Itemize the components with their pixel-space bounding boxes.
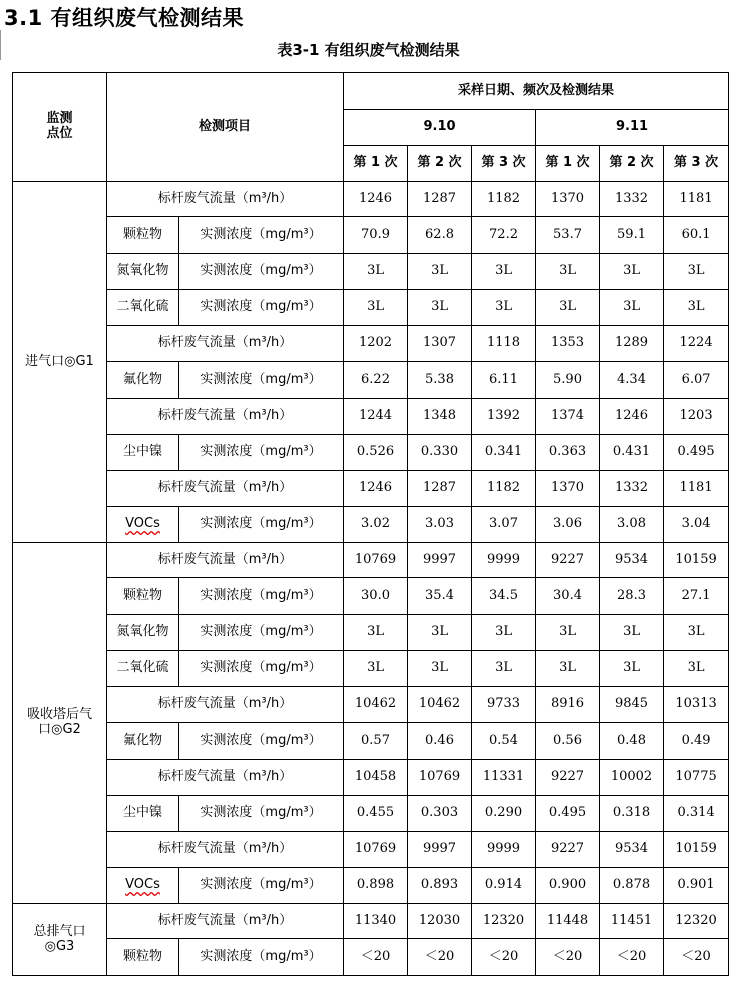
- result-value: 3L: [344, 615, 408, 651]
- monitoring-point: 进气口◎G1: [13, 182, 107, 543]
- result-value: 1246: [344, 471, 408, 507]
- result-value: 10769: [344, 832, 408, 868]
- result-value: 1374: [536, 399, 600, 435]
- test-item: 实测浓度（mg/m³）: [179, 615, 344, 651]
- table-row: [13, 904, 729, 939]
- result-value: 0.341: [472, 435, 536, 471]
- result-value: 3L: [472, 254, 536, 290]
- table-row: [13, 399, 729, 435]
- result-value: 12320: [472, 904, 536, 939]
- test-item: 实测浓度（mg/m³）: [179, 578, 344, 615]
- table-row: [13, 362, 729, 399]
- result-value: 1202: [344, 326, 408, 362]
- table-row: [13, 254, 729, 290]
- header-point: 监测 点位: [13, 73, 107, 182]
- pollutant-name: 颗粒物: [107, 217, 179, 254]
- result-value: 1353: [536, 326, 600, 362]
- table-row: [13, 939, 729, 976]
- result-value: 0.898: [344, 868, 408, 904]
- result-value: 6.22: [344, 362, 408, 399]
- result-value: ＜20: [664, 939, 729, 976]
- result-value: 0.914: [472, 868, 536, 904]
- result-value: 1307: [408, 326, 472, 362]
- result-value: ＜20: [408, 939, 472, 976]
- result-value: 0.54: [472, 723, 536, 760]
- result-value: 0.526: [344, 435, 408, 471]
- result-value: 1287: [408, 471, 472, 507]
- table-row: [13, 543, 729, 578]
- result-value: 62.8: [408, 217, 472, 254]
- result-value: 11331: [472, 760, 536, 796]
- result-value: 59.1: [600, 217, 664, 254]
- result-value: 12320: [664, 904, 729, 939]
- result-value: 3L: [344, 290, 408, 326]
- test-item: 标杆废气流量（m³/h）: [107, 543, 344, 578]
- table-row: [13, 471, 729, 507]
- table-row: [13, 796, 729, 832]
- monitoring-point: 总排气口 ◎G3: [13, 904, 107, 976]
- result-value: 0.455: [344, 796, 408, 832]
- result-value: 0.48: [600, 723, 664, 760]
- result-value: 0.57: [344, 723, 408, 760]
- pollutant-name: 颗粒物: [107, 578, 179, 615]
- pollutant-name: VOCs: [107, 868, 179, 904]
- header-item: 检测项目: [107, 73, 344, 182]
- result-value: ＜20: [536, 939, 600, 976]
- result-value: 1332: [600, 471, 664, 507]
- test-item: 实测浓度（mg/m³）: [179, 507, 344, 543]
- result-value: 0.495: [664, 435, 729, 471]
- test-item: 标杆废气流量（m³/h）: [107, 832, 344, 868]
- result-value: 1332: [600, 182, 664, 217]
- result-value: 9999: [472, 832, 536, 868]
- table-row: [13, 723, 729, 760]
- result-value: ＜20: [472, 939, 536, 976]
- result-value: 1289: [600, 326, 664, 362]
- result-value: 5.90: [536, 362, 600, 399]
- test-item: 实测浓度（mg/m³）: [179, 868, 344, 904]
- result-value: 3L: [664, 615, 729, 651]
- result-value: 53.7: [536, 217, 600, 254]
- result-value: 9845: [600, 687, 664, 723]
- pollutant-name: 颗粒物: [107, 939, 179, 976]
- result-value: ＜20: [600, 939, 664, 976]
- pollutant-name: 尘中镍: [107, 796, 179, 832]
- result-value: 0.893: [408, 868, 472, 904]
- result-value: 11451: [600, 904, 664, 939]
- test-item: 实测浓度（mg/m³）: [179, 217, 344, 254]
- test-item: 标杆废气流量（m³/h）: [107, 687, 344, 723]
- result-value: 3L: [536, 651, 600, 687]
- result-value: 10159: [664, 832, 729, 868]
- result-value: 3L: [600, 651, 664, 687]
- test-item: 实测浓度（mg/m³）: [179, 939, 344, 976]
- result-value: 72.2: [472, 217, 536, 254]
- result-value: 3L: [344, 651, 408, 687]
- monitoring-point: 吸收塔后气 口◎G2: [13, 543, 107, 904]
- pollutant-name: 氮氧化物: [107, 615, 179, 651]
- result-value: 8916: [536, 687, 600, 723]
- test-item: 实测浓度（mg/m³）: [179, 435, 344, 471]
- test-item: 实测浓度（mg/m³）: [179, 651, 344, 687]
- result-value: 3L: [408, 290, 472, 326]
- test-item: 实测浓度（mg/m³）: [179, 290, 344, 326]
- results-table-body: [13, 73, 729, 976]
- result-value: 9534: [600, 543, 664, 578]
- pollutant-name: 尘中镍: [107, 435, 179, 471]
- result-value: 1392: [472, 399, 536, 435]
- result-value: 6.11: [472, 362, 536, 399]
- result-value: 6.07: [664, 362, 729, 399]
- result-value: 3L: [472, 290, 536, 326]
- result-value: 35.4: [408, 578, 472, 615]
- result-value: 1224: [664, 326, 729, 362]
- result-value: 1348: [408, 399, 472, 435]
- result-value: 0.431: [600, 435, 664, 471]
- pollutant-name: 二氧化硫: [107, 290, 179, 326]
- result-value: 27.1: [664, 578, 729, 615]
- table-row: [13, 507, 729, 543]
- test-item: 标杆废气流量（m³/h）: [107, 326, 344, 362]
- result-value: 3L: [664, 290, 729, 326]
- result-value: 0.46: [408, 723, 472, 760]
- result-value: 5.38: [408, 362, 472, 399]
- result-value: 9997: [408, 543, 472, 578]
- result-value: 9997: [408, 832, 472, 868]
- result-value: 0.878: [600, 868, 664, 904]
- result-value: 1182: [472, 471, 536, 507]
- result-value: 3.08: [600, 507, 664, 543]
- result-value: 3L: [600, 615, 664, 651]
- result-value: 1181: [664, 471, 729, 507]
- result-value: 3.02: [344, 507, 408, 543]
- result-value: 28.3: [600, 578, 664, 615]
- result-value: 30.4: [536, 578, 600, 615]
- table-row: [13, 578, 729, 615]
- test-item: 标杆废气流量（m³/h）: [107, 904, 344, 939]
- result-value: 9227: [536, 832, 600, 868]
- table-row: [13, 182, 729, 217]
- result-value: 1287: [408, 182, 472, 217]
- result-value: 0.303: [408, 796, 472, 832]
- result-value: 10458: [344, 760, 408, 796]
- table-caption: 表3-1 有组织废气检测结果: [277, 41, 460, 59]
- table-row: [13, 832, 729, 868]
- result-value: 10313: [664, 687, 729, 723]
- result-value: 0.290: [472, 796, 536, 832]
- result-value: 3.07: [472, 507, 536, 543]
- result-value: 1244: [344, 399, 408, 435]
- result-value: 1118: [472, 326, 536, 362]
- header-group: 采样日期、频次及检测结果: [344, 73, 729, 110]
- result-value: 3L: [664, 254, 729, 290]
- header-date: 9.11: [536, 110, 729, 146]
- result-value: 1203: [664, 399, 729, 435]
- result-value: 0.495: [536, 796, 600, 832]
- result-value: 9227: [536, 760, 600, 796]
- result-value: 3.03: [408, 507, 472, 543]
- test-item: 标杆废气流量（m³/h）: [107, 760, 344, 796]
- result-value: 11448: [536, 904, 600, 939]
- result-value: 30.0: [344, 578, 408, 615]
- table-row: [13, 217, 729, 254]
- result-value: ＜20: [344, 939, 408, 976]
- result-value: 60.1: [664, 217, 729, 254]
- test-item: 实测浓度（mg/m³）: [179, 796, 344, 832]
- header-date: 9.10: [344, 110, 536, 146]
- table-row: [13, 615, 729, 651]
- result-value: 3L: [600, 290, 664, 326]
- header-frequency: 第 2 次: [600, 146, 664, 182]
- pollutant-name: VOCs: [107, 507, 179, 543]
- result-value: 0.900: [536, 868, 600, 904]
- pollutant-name: 氮氧化物: [107, 254, 179, 290]
- result-value: 3L: [344, 254, 408, 290]
- test-item: 实测浓度（mg/m³）: [179, 723, 344, 760]
- result-value: 9999: [472, 543, 536, 578]
- result-value: 3L: [536, 615, 600, 651]
- result-value: 3L: [664, 651, 729, 687]
- result-value: 3L: [472, 651, 536, 687]
- table-row: [13, 290, 729, 326]
- test-item: 标杆废气流量（m³/h）: [107, 471, 344, 507]
- result-value: 3L: [408, 615, 472, 651]
- result-value: 10159: [664, 543, 729, 578]
- pollutant-name: 二氧化硫: [107, 651, 179, 687]
- result-value: 0.318: [600, 796, 664, 832]
- table-row: [13, 435, 729, 471]
- pollutant-name: 氟化物: [107, 723, 179, 760]
- result-value: 9534: [600, 832, 664, 868]
- header-frequency: 第 2 次: [408, 146, 472, 182]
- result-value: 11340: [344, 904, 408, 939]
- result-value: 1246: [344, 182, 408, 217]
- result-value: 3.04: [664, 507, 729, 543]
- result-value: 1370: [536, 182, 600, 217]
- result-value: 1246: [600, 399, 664, 435]
- result-value: 4.34: [600, 362, 664, 399]
- test-item: 标杆废气流量（m³/h）: [107, 182, 344, 217]
- result-value: 0.330: [408, 435, 472, 471]
- result-value: 10462: [344, 687, 408, 723]
- result-value: 10462: [408, 687, 472, 723]
- result-value: 10002: [600, 760, 664, 796]
- result-value: 9227: [536, 543, 600, 578]
- result-value: 3.06: [536, 507, 600, 543]
- result-value: 3L: [600, 254, 664, 290]
- header-frequency: 第 3 次: [664, 146, 729, 182]
- result-value: 0.314: [664, 796, 729, 832]
- result-value: 0.49: [664, 723, 729, 760]
- result-value: 1182: [472, 182, 536, 217]
- results-table: [12, 72, 729, 976]
- result-value: 0.56: [536, 723, 600, 760]
- result-value: 9733: [472, 687, 536, 723]
- section-title: 3.1 有组织废气检测结果: [4, 6, 245, 30]
- header-frequency: 第 1 次: [344, 146, 408, 182]
- table-row: [13, 651, 729, 687]
- result-value: 70.9: [344, 217, 408, 254]
- result-value: 34.5: [472, 578, 536, 615]
- result-value: 3L: [408, 651, 472, 687]
- result-value: 0.363: [536, 435, 600, 471]
- result-value: 0.901: [664, 868, 729, 904]
- test-item: 标杆废气流量（m³/h）: [107, 399, 344, 435]
- result-value: 1181: [664, 182, 729, 217]
- result-value: 10769: [408, 760, 472, 796]
- table-row: [13, 326, 729, 362]
- header-frequency: 第 3 次: [472, 146, 536, 182]
- table-row: [13, 687, 729, 723]
- test-item: 实测浓度（mg/m³）: [179, 254, 344, 290]
- table-row: [13, 760, 729, 796]
- header-frequency: 第 1 次: [536, 146, 600, 182]
- result-value: 1370: [536, 471, 600, 507]
- result-value: 3L: [408, 254, 472, 290]
- result-value: 10775: [664, 760, 729, 796]
- result-value: 3L: [536, 290, 600, 326]
- result-value: 12030: [408, 904, 472, 939]
- test-item: 实测浓度（mg/m³）: [179, 362, 344, 399]
- result-value: 10769: [344, 543, 408, 578]
- pollutant-name: 氟化物: [107, 362, 179, 399]
- table-row: [13, 868, 729, 904]
- result-value: 3L: [536, 254, 600, 290]
- result-value: 3L: [472, 615, 536, 651]
